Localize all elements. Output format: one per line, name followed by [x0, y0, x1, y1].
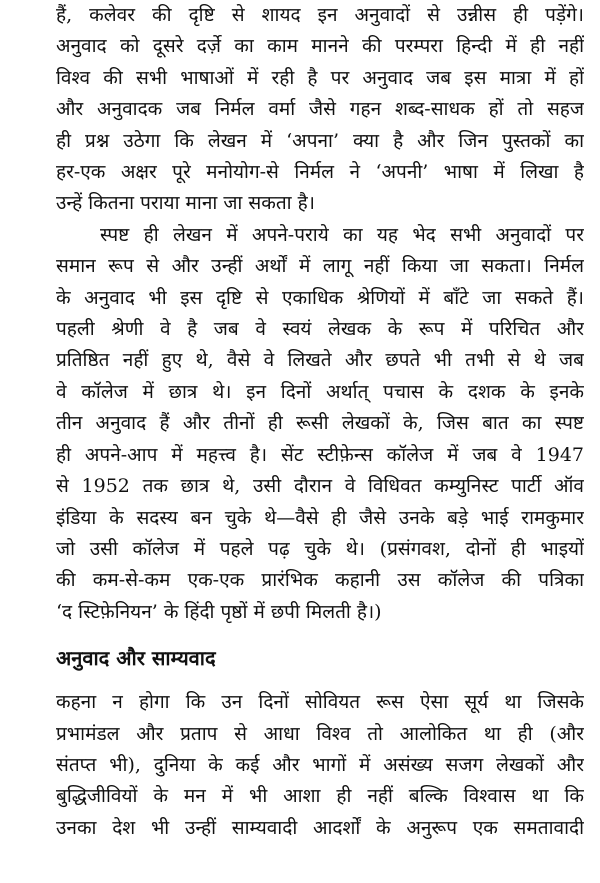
paragraph-1 — [56, 0, 584, 220]
paragraph-3 — [56, 687, 584, 844]
text-line: वे कॉलेज में छात्र थे। इन दिनों अर्थात् पचास के दशक के इनके — [56, 380, 584, 403]
text-line: कहना न होगा कि उन दिनों सोवियत रूस ऐसा सूर्य था जिसके — [56, 691, 584, 714]
text-line: प्रभामंडल और प्रताप से आधा विश्व तो आलोकित था ही (और — [56, 722, 584, 745]
text-line: हैं, कलेवर की दृष्टि से शायद इन अनुवादों से उन्नीस ही पड़ेंगे। — [56, 4, 584, 26]
text-line: से 1952 तक छात्र थे, उसी दौरान वे विधिवत कम्युनिस्ट पार्टी ऑव — [56, 475, 584, 498]
text-line: प्रतिष्ठित नहीं हुए थे, वैसे वे लिखते और छपते भी तभी से थे जब — [56, 349, 584, 372]
paragraph-2 — [56, 220, 584, 628]
text-line: ही प्रश्न उठेगा कि लेखन में ‘अपना’ क्या है और जिन पुस्तकों का — [56, 129, 584, 152]
text-line: अनुवाद को दूसरे दर्ज़े का काम मानने की परम्परा हिन्दी में ही नहीं — [56, 35, 584, 58]
text-line: तीन अनुवाद हैं और तीनों ही रूसी लेखकों के, जिस बात का स्पष्ट — [56, 412, 584, 435]
text-line: स्पष्ट ही लेखन में अपने-पराये का यह भेद सभी अनुवादों पर — [100, 223, 584, 246]
text-line: हर-एक अक्षर पूरे मनोयोग-से निर्मल ने ‘अपनी’ भाषा में लिखा है — [56, 161, 584, 184]
text-line: इंडिया के सदस्य बन चुके थे—वैसे ही जैसे उनके बड़े भाई रामकुमार — [56, 506, 584, 529]
section-heading: अनुवाद और साम्यवाद — [56, 646, 216, 671]
text-line: समान रूप से और उन्हीं अर्थों में लागू नहीं किया जा सकता। निर्मल — [56, 255, 584, 278]
text-line: उनका देश भी उन्हीं साम्यवादी आदर्शों के अनुरूप एक समतावादी — [56, 816, 584, 839]
document-page — [56, 0, 584, 844]
text-line: पहली श्रेणी वे है जब वे स्वयं लेखक के रूप में परिचित और — [56, 318, 584, 341]
text-line: संतप्त भी), दुनिया के कई और भागों में असंख्य सजग लेखकों और — [56, 753, 584, 776]
text-line: जो उसी कॉलेज में पहले पढ़ चुके थे। (प्रसंगवश, दोनों ही भाइयों — [56, 537, 584, 560]
text-line: और अनुवादक जब निर्मल वर्मा जैसे गहन शब्द-साधक हों तो सहज — [56, 98, 584, 121]
text-line: विश्व की सभी भाषाओं में रही है पर अनुवाद जब इस मात्रा में हों — [56, 66, 584, 89]
text-line: के अनुवाद भी इस दृष्टि से एकाधिक श्रेणियों में बाँटे जा सकते हैं। — [56, 286, 584, 309]
text-line: उन्हें कितना पराया माना जा सकता है। — [56, 192, 315, 215]
text-line: की कम-से-कम एक-एक प्रारंभिक कहानी उस कॉलेज की पत्रिका — [56, 569, 584, 592]
text-line: ही अपने-आप में महत्त्व है। सेंट स्टीफ़ेन्स कॉलेज में जब वे 1947 — [56, 443, 584, 466]
text-line: ‘द स्टिफ़ेनियन’ के हिंदी पृष्ठों में छपी मिलती है।) — [56, 600, 382, 623]
text-line: बुद्धिजीवियों के मन में भी आशा ही नहीं बल्कि विश्वास था कि — [56, 785, 584, 808]
